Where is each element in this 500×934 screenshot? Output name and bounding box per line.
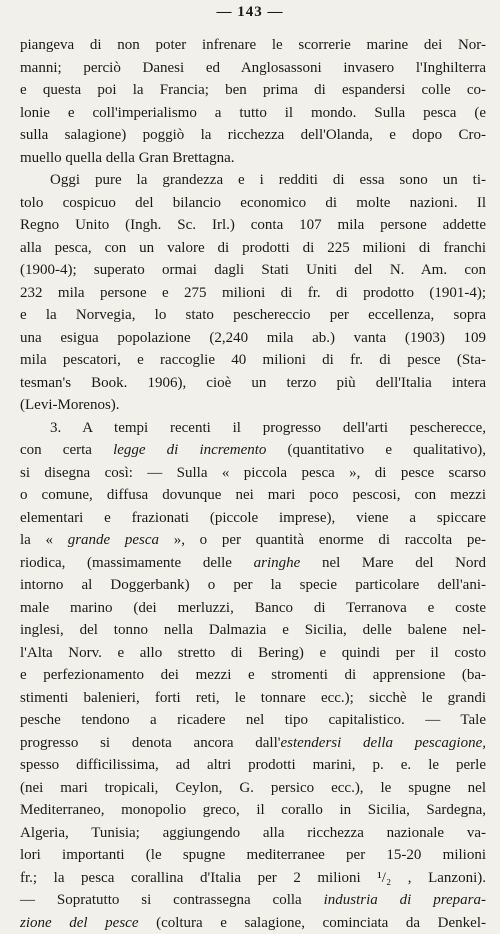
italic-phrase: aringhe <box>254 555 301 571</box>
italic-phrase: legge di incremento <box>113 442 266 458</box>
text-line-content: elementari e frazionati (piccole imprese), viene a spiccare <box>20 510 486 526</box>
text-line <box>20 777 486 800</box>
text-line <box>20 754 486 777</box>
text-line <box>20 417 486 440</box>
text-line-content: progresso si denota ancora dall' <box>20 735 280 751</box>
text-line-content: 232 mila persone e 275 milioni di fr. di prodotto (1901-4); <box>20 285 486 301</box>
text-line <box>20 844 486 867</box>
text-line-content: (nei mari tropicali, Ceylon, G. persico ecc.), le spugne nel <box>20 780 486 796</box>
text-line <box>20 124 486 147</box>
text-line-content: con certa <box>20 442 113 458</box>
text-line-content: 3. A tempi recenti il progresso dell'arti pescherecce, <box>50 420 486 436</box>
text-line-content: o comune, diffusa dovunque nei mari poco pescosi, con mezzi <box>20 487 486 503</box>
text-line-content: (coltura e salagione, cominciata da Denkel- <box>138 915 486 931</box>
text-line-content: (Levi-Morenos). <box>20 397 120 413</box>
text-line-content: muello quella della Gran Brettagna. <box>20 150 235 166</box>
text-line <box>20 462 486 485</box>
text-line <box>20 732 486 755</box>
text-line <box>20 349 486 372</box>
text-line-content: lonie e coll'imperialismo a tutto il mondo. Sulla pesca (e <box>20 105 486 121</box>
text-line-content: la « <box>20 532 68 548</box>
text-line-content: e perfezionamento dei mezzi e stromenti di apprensione (ba- <box>20 667 486 683</box>
text-line-content: riodica, (massimamente delle <box>20 555 254 571</box>
text-line-content: fr.; la pesca corallina d'Italia per 2 milioni ¹/₂ , Lanzoni). <box>20 870 486 886</box>
text-line <box>20 439 486 462</box>
text-line-content: l'Alta Norv. e allo stretto di Bering) e quindi per il costo <box>20 645 486 661</box>
text-line-content: lori importanti (le spugne mediterranee per 15-20 milioni <box>20 847 486 863</box>
text-line <box>20 552 486 575</box>
text-line-content: Mediterraneo, monopolio greco, il corallo in Sicilia, Sardegna, <box>20 802 486 818</box>
text-line <box>20 642 486 665</box>
text-line-content: stimenti balenieri, forti reti, le tonnare ecc.); sicchè le grandi <box>20 690 486 706</box>
text-line-content: intorno al Doggerbank) o per la specie particolare dell'ani- <box>20 577 486 593</box>
text-line <box>20 372 486 395</box>
italic-phrase: zione del pesce <box>20 915 138 931</box>
text-line-content: inglesi, del tonno nella Dalmazia e Sicilia, delle balene nel- <box>20 622 486 638</box>
text-line <box>20 259 486 282</box>
italic-phrase: estendersi della pescagione, <box>280 735 486 751</box>
text-line-content: sulla salagione) poggiò la ricchezza dell'Olanda, e dopo Cro- <box>20 127 486 143</box>
text-line-content: », o per quantità enorme di raccolta pe- <box>159 532 486 548</box>
text-line <box>20 192 486 215</box>
text-line <box>20 169 486 192</box>
text-line <box>20 394 486 417</box>
text-line-content: mila pescatori, e raccoglie 40 milioni di fr. di pesce (Sta- <box>20 352 486 368</box>
text-line-content: (1900-4); superato ormai dagli Stati Uniti del N. Am. con <box>20 262 486 278</box>
text-line-content: Oggi pure la grandezza e i redditi di essa sono un ti- <box>50 172 486 188</box>
text-line-content: — Sopratutto si contrassegna colla <box>20 892 324 908</box>
text-line <box>20 912 486 934</box>
text-line <box>20 799 486 822</box>
text-line <box>20 889 486 912</box>
text-line <box>20 34 486 57</box>
text-line <box>20 529 486 552</box>
text-line <box>20 102 486 125</box>
text-line <box>20 79 486 102</box>
text-line-content: manni; perciò Danesi ed Anglosassoni invasero l'Inghilterra <box>20 60 486 76</box>
italic-phrase: industria di prepara- <box>324 892 486 908</box>
text-line-content: e questa poi la Francia; ben prima di espandersi colle co- <box>20 82 486 98</box>
text-line <box>20 664 486 687</box>
text-line-content: pesche tendono a ricadere nel tipo capitalistico. — Tale <box>20 712 486 728</box>
text-line-content: tesman's Book. 1906), cioè un terzo più dell'Italia intera <box>20 375 486 391</box>
text-line-content: Algeria, Tunisia; aggiungendo alla ricchezza nazionale va- <box>20 825 486 841</box>
text-line-content: (quantitativo e qualitativo), <box>266 442 486 458</box>
text-line <box>20 214 486 237</box>
text-line <box>20 822 486 845</box>
text-line-content: una esigua popolazione (2,240 mila ab.) vanta (1903) 109 <box>20 330 486 346</box>
text-line <box>20 327 486 350</box>
text-line <box>20 867 486 890</box>
italic-phrase: grande pesca <box>68 532 159 548</box>
text-line <box>20 507 486 530</box>
text-line-content: si disegna così: — Sulla « piccola pesca », di pesce scarso <box>20 465 486 481</box>
text-line <box>20 282 486 305</box>
text-line-content: male marino (dei merluzzi, Banco di Terranova e coste <box>20 600 486 616</box>
text-body <box>20 34 486 934</box>
text-line <box>20 304 486 327</box>
text-line <box>20 147 486 170</box>
text-line <box>20 237 486 260</box>
text-line-content: nel Mare del Nord <box>300 555 486 571</box>
text-line <box>20 597 486 620</box>
text-line <box>20 484 486 507</box>
text-line-content: piangeva di non poter infrenare le scorrerie marine dei Nor- <box>20 37 486 53</box>
text-line-content: Regno Unito (Ingh. Sc. Irl.) conta 107 mila persone addette <box>20 217 486 233</box>
text-line <box>20 574 486 597</box>
text-line <box>20 687 486 710</box>
text-line <box>20 57 486 80</box>
page-number: — 143 — <box>0 4 500 21</box>
text-line-content: alla pesca, con un valore di prodotti di 225 milioni di franchi <box>20 240 486 256</box>
text-line-content: tolo cospicuo del bilancio economico di molte nazioni. Il <box>20 195 486 211</box>
text-line-content: spesso difficilissima, ad altri prodotti marini, p. e. le perle <box>20 757 486 773</box>
text-line <box>20 709 486 732</box>
text-line <box>20 619 486 642</box>
text-line-content: e la Norvegia, lo stato peschereccio per eccellenza, sopra <box>20 307 486 323</box>
